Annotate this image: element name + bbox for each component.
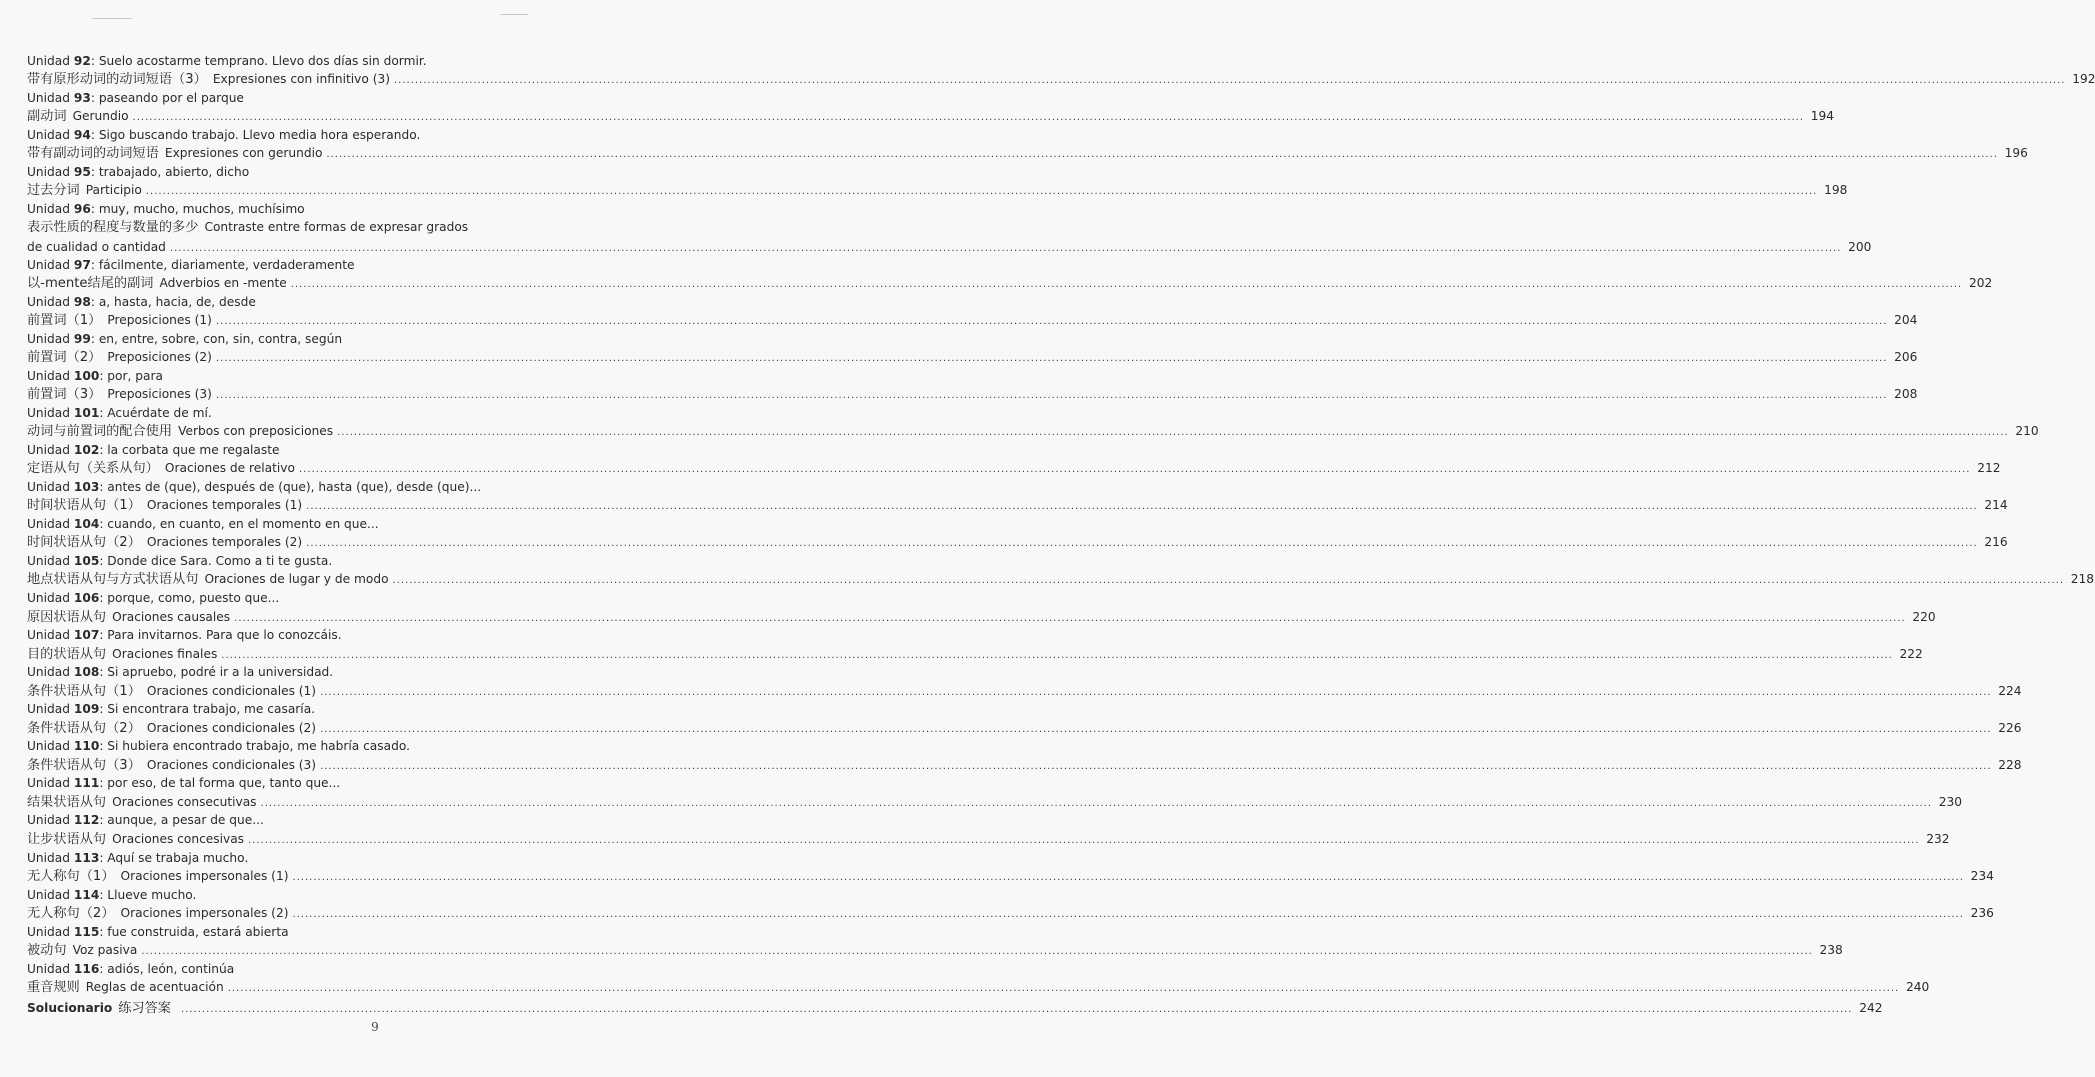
chinese-title: 带有原形动词的动词短语（3） bbox=[27, 72, 207, 88]
unit-colon: : bbox=[99, 776, 108, 791]
unit-topic: Si encontrara trabajo, me casaría. bbox=[107, 702, 316, 717]
unit-word: Unidad bbox=[27, 961, 70, 976]
page-ref: 198 bbox=[1824, 183, 1848, 198]
solutions-line bbox=[27, 999, 1883, 1019]
unit-number: 94 bbox=[73, 128, 91, 143]
unit-topic: la corbata que me regalaste bbox=[107, 443, 280, 458]
toc-entry[interactable] bbox=[27, 700, 2022, 737]
toc-entry[interactable] bbox=[27, 811, 1950, 848]
dot-leader: ................................................................................................................................................................................................................................................................................................................................................................................................................ bbox=[290, 279, 1963, 291]
unit-title-line bbox=[27, 311, 1918, 331]
toc-entry[interactable] bbox=[27, 163, 1848, 200]
unit-heading bbox=[27, 886, 567, 904]
spanish-title: Oraciones de relativo bbox=[164, 461, 295, 476]
dot-leader: ................................................................................................................................................................................................................................................................................................................................................................................................................ bbox=[215, 390, 1888, 402]
spanish-title: Preposiciones (3) bbox=[107, 387, 212, 402]
dot-leader: ................................................................................................................................................................................................................................................................................................................................................................................................................ bbox=[320, 760, 1992, 772]
page-ref: 210 bbox=[2015, 424, 2039, 439]
unit-word: Unidad bbox=[27, 91, 70, 106]
dot-leader: ................................................................................................................................................................................................................................................................................................................................................................................................................ bbox=[392, 575, 2065, 587]
unit-heading bbox=[27, 849, 567, 867]
dot-leader: ................................................................................................................................................................................................................................................................................................................................................................................................................ bbox=[221, 649, 1893, 661]
chinese-title: 结果状语从句 bbox=[27, 794, 107, 810]
chinese-title: 被动句 bbox=[27, 942, 67, 958]
unit-topic: por eso, de tal forma que, tanto que... bbox=[107, 776, 341, 791]
unit-colon: : bbox=[90, 165, 99, 180]
unit-number: 98 bbox=[73, 294, 91, 309]
chinese-title: 让步状语从句 bbox=[27, 831, 107, 847]
unit-number: 116 bbox=[73, 961, 100, 976]
unit-colon: : bbox=[99, 665, 108, 680]
unit-title-line bbox=[27, 645, 1923, 665]
page-ref: 196 bbox=[2004, 146, 2028, 161]
unit-heading bbox=[27, 367, 567, 385]
unit-topic: Aquí se trabaja mucho. bbox=[107, 850, 249, 865]
unit-heading bbox=[27, 626, 567, 644]
dot-leader: ................................................................................................................................................................................................................................................................................................................................................................................................................ bbox=[292, 871, 1964, 883]
unit-topic: paseando por el parque bbox=[98, 91, 244, 106]
unit-colon: : bbox=[99, 554, 108, 569]
solutions-chinese: 练习答案 bbox=[118, 1000, 171, 1016]
chinese-title: 副动词 bbox=[27, 109, 67, 125]
unit-topic: Llueve mucho. bbox=[107, 887, 197, 902]
toc-entry-solutions[interactable] bbox=[27, 999, 1883, 1019]
page-ref: 232 bbox=[1926, 831, 1950, 846]
unit-number: 93 bbox=[73, 91, 91, 106]
spanish-title: Gerundio bbox=[72, 109, 129, 124]
unit-number: 115 bbox=[73, 924, 100, 939]
spanish-title: Participio bbox=[85, 183, 142, 198]
unit-heading bbox=[27, 163, 567, 181]
dot-leader: ................................................................................................................................................................................................................................................................................................................................................................................................................ bbox=[320, 686, 1992, 698]
unit-heading bbox=[27, 811, 567, 829]
page-ref: 208 bbox=[1894, 387, 1918, 402]
page-ref: 228 bbox=[1998, 757, 2022, 772]
unit-title-line bbox=[27, 218, 567, 237]
unit-colon: : bbox=[99, 924, 108, 939]
unit-heading bbox=[27, 737, 567, 755]
unit-heading bbox=[27, 663, 567, 681]
unit-number: 108 bbox=[73, 665, 100, 680]
unit-colon: : bbox=[90, 257, 99, 272]
dot-leader: ................................................................................................................................................................................................................................................................................................................................................................................................................ bbox=[306, 501, 1978, 513]
toc-entry[interactable] bbox=[27, 774, 1963, 811]
toc-entry[interactable] bbox=[27, 89, 1835, 126]
page-ref: 236 bbox=[1970, 905, 1994, 920]
toc-entry[interactable] bbox=[27, 515, 2008, 552]
page-ref: 202 bbox=[1968, 276, 1993, 291]
unit-topic: aunque, a pesar de que... bbox=[107, 813, 264, 828]
unit-colon: : bbox=[90, 294, 99, 309]
dot-leader: ................................................................................................................................................................................................................................................................................................................................................................................................................ bbox=[298, 464, 1971, 476]
spanish-title: Contraste entre formas de expresar grados bbox=[204, 220, 469, 235]
page-ref: 242 bbox=[1859, 1000, 1883, 1015]
dot-leader: ................................................................................................................................................................................................................................................................................................................................................................................................................ bbox=[145, 186, 1818, 198]
dot-leader: ................................................................................................................................................................................................................................................................................................................................................................................................................ bbox=[248, 834, 1920, 846]
unit-topic: antes de (que), después de (que), hasta (que), desde (que)... bbox=[107, 480, 482, 495]
unit-word: Unidad bbox=[27, 368, 70, 383]
toc-entry[interactable] bbox=[27, 552, 2095, 589]
unit-number: 96 bbox=[73, 202, 91, 217]
unit-colon: : bbox=[90, 202, 99, 217]
unit-word: Unidad bbox=[27, 813, 70, 828]
unit-title-line bbox=[27, 144, 2028, 164]
unit-heading bbox=[27, 700, 567, 718]
unit-number: 106 bbox=[73, 591, 100, 606]
unit-title-line bbox=[27, 830, 1950, 850]
toc-entry[interactable] bbox=[27, 126, 2028, 163]
spanish-title: Preposiciones (1) bbox=[107, 313, 212, 328]
dot-leader: ................................................................................................................................................................................................................................................................................................................................................................................................................ bbox=[181, 1003, 1853, 1015]
spanish-title: Oraciones concesivas bbox=[112, 831, 245, 846]
toc-entry[interactable] bbox=[27, 200, 1872, 256]
unit-title-line bbox=[27, 608, 1936, 628]
unit-title-line bbox=[27, 107, 1835, 127]
unit-topic: Sigo buscando trabajo. Llevo media hora esperando. bbox=[98, 128, 421, 143]
page-ref: 192 bbox=[2072, 72, 2095, 87]
unit-title-line bbox=[27, 274, 1993, 294]
dot-leader: ................................................................................................................................................................................................................................................................................................................................................................................................................ bbox=[169, 242, 1842, 254]
spanish-title: Adverbios en -mente bbox=[159, 276, 287, 291]
unit-number: 102 bbox=[73, 443, 100, 458]
unit-heading bbox=[27, 126, 567, 144]
unit-heading bbox=[27, 774, 567, 792]
unit-number: 105 bbox=[73, 554, 100, 569]
toc-entry[interactable] bbox=[27, 441, 2001, 478]
unit-word: Unidad bbox=[27, 665, 70, 680]
unit-colon: : bbox=[99, 628, 108, 643]
page-ref: 230 bbox=[1938, 794, 1963, 809]
unit-title-line bbox=[27, 348, 1918, 368]
unit-colon: : bbox=[99, 443, 108, 458]
toc-entry[interactable] bbox=[27, 367, 1918, 404]
unit-heading bbox=[27, 293, 567, 311]
unit-topic: por, para bbox=[107, 368, 163, 383]
unit-colon: : bbox=[99, 480, 108, 495]
unit-word: Unidad bbox=[27, 405, 70, 420]
unit-heading bbox=[27, 89, 567, 107]
unit-title-line bbox=[27, 793, 1963, 813]
dot-leader: ................................................................................................................................................................................................................................................................................................................................................................................................................ bbox=[141, 945, 1813, 957]
spanish-title: Oraciones de lugar y de modo bbox=[204, 572, 389, 587]
page-ref: 226 bbox=[1998, 720, 2022, 735]
toc-entry[interactable] bbox=[27, 404, 2039, 441]
chinese-title: 原因状语从句 bbox=[27, 609, 107, 625]
page-ref: 206 bbox=[1894, 350, 1918, 365]
toc-entry[interactable] bbox=[27, 256, 1993, 293]
unit-topic: Si apruebo, podré ir a la universidad. bbox=[107, 665, 334, 680]
chinese-title: 无人称句（2） bbox=[27, 905, 115, 921]
spanish-title: Oraciones temporales (2) bbox=[146, 535, 303, 550]
page-ref: 224 bbox=[1998, 683, 2022, 698]
chinese-title: 条件状语从句（1） bbox=[27, 683, 141, 699]
unit-number: 111 bbox=[73, 776, 100, 791]
unit-title-line bbox=[27, 719, 2022, 739]
unit-title-line bbox=[27, 70, 2095, 90]
unit-topic: fácilmente, diariamente, verdaderamente bbox=[98, 257, 355, 272]
spanish-title: Oraciones condicionales (1) bbox=[146, 683, 317, 698]
unit-topic: porque, como, puesto que... bbox=[107, 591, 280, 606]
unit-colon: : bbox=[99, 405, 108, 420]
toc-entry[interactable] bbox=[27, 886, 1994, 923]
unit-word: Unidad bbox=[27, 480, 70, 495]
dot-leader: ................................................................................................................................................................................................................................................................................................................................................................................................................ bbox=[306, 538, 1978, 550]
unit-colon: : bbox=[99, 368, 108, 383]
unit-topic: Suelo acostarme temprano. Llevo dos días sin dormir. bbox=[98, 54, 427, 68]
spanish-title: Oraciones impersonales (1) bbox=[120, 868, 289, 883]
spanish-title: Oraciones consecutivas bbox=[112, 794, 257, 809]
unit-title-line bbox=[27, 904, 1994, 924]
chinese-title: 以-mente结尾的副词 bbox=[27, 276, 154, 292]
unit-title-line bbox=[27, 385, 1918, 405]
unit-heading bbox=[27, 515, 567, 533]
unit-colon: : bbox=[90, 128, 99, 143]
unit-number: 103 bbox=[73, 480, 100, 495]
unit-title-line bbox=[27, 867, 1994, 887]
unit-word: Unidad bbox=[27, 165, 70, 180]
unit-word: Unidad bbox=[27, 591, 70, 606]
chinese-title: 表示性质的程度与数量的多少 bbox=[27, 220, 199, 236]
unit-heading bbox=[27, 200, 567, 218]
chinese-title: 重音规则 bbox=[27, 979, 80, 995]
chinese-title: 定语从句（关系从句） bbox=[27, 461, 159, 477]
unit-number: 97 bbox=[73, 257, 91, 272]
solutions-label: Solucionario bbox=[27, 1000, 113, 1015]
unit-word: Unidad bbox=[27, 887, 70, 902]
page-ref: 194 bbox=[1810, 109, 1835, 124]
dot-leader: ................................................................................................................................................................................................................................................................................................................................................................................................................ bbox=[215, 316, 1888, 328]
dot-leader: ................................................................................................................................................................................................................................................................................................................................................................................................................ bbox=[260, 797, 1933, 809]
spanish-title: Oraciones causales bbox=[112, 609, 231, 624]
unit-word: Unidad bbox=[27, 924, 70, 939]
unit-colon: : bbox=[99, 591, 108, 606]
spanish-title: Oraciones finales bbox=[112, 646, 218, 661]
toc-entry[interactable] bbox=[27, 52, 2095, 89]
unit-title-line bbox=[27, 496, 2008, 516]
unit-word: Unidad bbox=[27, 331, 70, 346]
unit-colon: : bbox=[99, 517, 108, 532]
dot-leader: ................................................................................................................................................................................................................................................................................................................................................................................................................ bbox=[337, 427, 2009, 439]
unit-heading bbox=[27, 923, 567, 941]
unit-topic: trabajado, abierto, dicho bbox=[98, 165, 250, 180]
toc-entry[interactable] bbox=[27, 849, 1994, 886]
unit-number: 99 bbox=[73, 331, 91, 346]
spanish-title: Expresiones con infinitivo (3) bbox=[212, 72, 390, 87]
unit-topic: Donde dice Sara. Como a ti te gusta. bbox=[107, 554, 333, 569]
unit-word: Unidad bbox=[27, 628, 70, 643]
page-ref: 240 bbox=[1905, 979, 1930, 994]
unit-colon: : bbox=[99, 702, 108, 717]
unit-number: 95 bbox=[73, 165, 91, 180]
spanish-title: Voz pasiva bbox=[72, 942, 138, 957]
unit-title-line bbox=[27, 941, 1843, 961]
unit-word: Unidad bbox=[27, 54, 70, 68]
unit-word: Unidad bbox=[27, 294, 70, 309]
spanish-title: Oraciones temporales (1) bbox=[146, 498, 303, 513]
chinese-title: 条件状语从句（3） bbox=[27, 757, 141, 773]
dot-leader: ................................................................................................................................................................................................................................................................................................................................................................................................................ bbox=[326, 149, 1998, 161]
unit-topic: Para invitarnos. Para que lo conozcáis. bbox=[107, 628, 342, 643]
unit-title-line bbox=[27, 570, 2095, 590]
unit-topic: fue construida, estará abierta bbox=[107, 924, 289, 939]
page-ref: 220 bbox=[1912, 609, 1936, 624]
unit-heading bbox=[27, 552, 567, 570]
table-of-contents bbox=[27, 52, 2095, 1019]
unit-title-line bbox=[27, 756, 2022, 776]
unit-topic: cuando, en cuanto, en el momento en que... bbox=[107, 517, 379, 532]
chinese-title: 时间状语从句（2） bbox=[27, 535, 141, 551]
dot-leader: ................................................................................................................................................................................................................................................................................................................................................................................................................ bbox=[393, 75, 2066, 87]
toc-entry[interactable] bbox=[27, 330, 1918, 367]
toc-entry[interactable] bbox=[27, 589, 1936, 626]
spanish-title: Oraciones condicionales (3) bbox=[146, 757, 317, 772]
chinese-title: 过去分词 bbox=[27, 183, 80, 199]
chinese-title: 时间状语从句（1） bbox=[27, 498, 141, 514]
unit-word: Unidad bbox=[27, 128, 70, 143]
spanish-title-continued: de cualidad o cantidad bbox=[27, 239, 166, 254]
page-ref: 216 bbox=[1984, 535, 2008, 550]
unit-word: Unidad bbox=[27, 702, 70, 717]
toc-entry[interactable] bbox=[27, 626, 1923, 663]
page-ref: 204 bbox=[1894, 313, 1918, 328]
unit-topic: a, hasta, hacia, de, desde bbox=[98, 294, 256, 309]
unit-word: Unidad bbox=[27, 202, 70, 217]
unit-number: 104 bbox=[73, 517, 100, 532]
page-ref: 238 bbox=[1819, 942, 1843, 957]
chinese-title: 地点状语从句与方式状语从句 bbox=[27, 572, 199, 588]
unit-colon: : bbox=[99, 961, 108, 976]
toc-entry[interactable] bbox=[27, 478, 2008, 515]
unit-colon: : bbox=[99, 887, 108, 902]
unit-heading bbox=[27, 256, 567, 274]
dot-leader: ................................................................................................................................................................................................................................................................................................................................................................................................................ bbox=[227, 982, 1900, 994]
page-ref: 222 bbox=[1899, 646, 1923, 661]
dot-leader: ................................................................................................................................................................................................................................................................................................................................................................................................................ bbox=[215, 353, 1888, 365]
chinese-title: 目的状语从句 bbox=[27, 646, 107, 662]
page-number: 9 bbox=[371, 1020, 379, 1034]
unit-word: Unidad bbox=[27, 257, 70, 272]
chinese-title: 无人称句（1） bbox=[27, 868, 115, 884]
toc-entry[interactable] bbox=[27, 923, 1843, 960]
toc-entry[interactable] bbox=[27, 737, 2022, 774]
dot-leader: ................................................................................................................................................................................................................................................................................................................................................................................................................ bbox=[320, 723, 1992, 735]
unit-colon: : bbox=[99, 813, 108, 828]
spanish-title: Oraciones impersonales (2) bbox=[120, 905, 289, 920]
chinese-title: 前置词（2） bbox=[27, 350, 102, 366]
unit-number: 100 bbox=[73, 368, 100, 383]
unit-colon: : bbox=[99, 739, 108, 754]
chinese-title: 前置词（1） bbox=[27, 313, 102, 329]
unit-title-line bbox=[27, 422, 2039, 442]
unit-word: Unidad bbox=[27, 776, 70, 791]
unit-number: 110 bbox=[73, 739, 100, 754]
unit-heading bbox=[27, 404, 567, 422]
dot-leader: ................................................................................................................................................................................................................................................................................................................................................................................................................ bbox=[132, 112, 1805, 124]
unit-colon: : bbox=[90, 54, 99, 68]
unit-topic: Si hubiera encontrado trabajo, me habría casado. bbox=[107, 739, 410, 754]
toc-entry[interactable] bbox=[27, 293, 1918, 330]
unit-title-line bbox=[27, 181, 1848, 201]
unit-number: 113 bbox=[73, 850, 100, 865]
unit-title-line bbox=[27, 533, 2008, 553]
unit-number: 92 bbox=[73, 54, 91, 68]
unit-title-line bbox=[27, 978, 1930, 998]
spanish-title: Oraciones condicionales (2) bbox=[146, 720, 317, 735]
unit-title-line bbox=[27, 682, 2022, 702]
page-ref: 200 bbox=[1848, 239, 1872, 254]
unit-word: Unidad bbox=[27, 739, 70, 754]
spanish-title: Verbos con preposiciones bbox=[178, 424, 334, 439]
unit-number: 114 bbox=[73, 887, 100, 902]
page-ref: 218 bbox=[2070, 572, 2095, 587]
page-ref: 214 bbox=[1984, 498, 2008, 513]
spanish-title: Preposiciones (2) bbox=[107, 350, 212, 365]
unit-topic: muy, mucho, muchos, muchísimo bbox=[98, 202, 305, 217]
unit-colon: : bbox=[99, 850, 108, 865]
unit-heading bbox=[27, 589, 567, 607]
unit-colon: : bbox=[90, 331, 99, 346]
chinese-title: 动词与前置词的配合使用 bbox=[27, 424, 173, 440]
unit-colon: : bbox=[90, 91, 99, 106]
spanish-title: Reglas de acentuación bbox=[85, 979, 224, 994]
unit-word: Unidad bbox=[27, 443, 70, 458]
unit-heading bbox=[27, 330, 567, 348]
page-ref: 234 bbox=[1970, 868, 1994, 883]
unit-heading bbox=[27, 441, 567, 459]
chinese-title: 前置词（3） bbox=[27, 387, 102, 403]
unit-number: 109 bbox=[73, 702, 100, 717]
unit-word: Unidad bbox=[27, 850, 70, 865]
spanish-title: Expresiones con gerundio bbox=[164, 146, 323, 161]
unit-topic: adiós, león, continúa bbox=[107, 961, 235, 976]
toc-entry[interactable] bbox=[27, 960, 1930, 997]
chinese-title: 条件状语从句（2） bbox=[27, 720, 141, 736]
toc-entry[interactable] bbox=[27, 663, 2022, 700]
dot-leader: ................................................................................................................................................................................................................................................................................................................................................................................................................ bbox=[234, 612, 1906, 624]
unit-heading bbox=[27, 478, 567, 496]
chinese-title: 带有副动词的动词短语 bbox=[27, 146, 159, 162]
unit-number: 107 bbox=[73, 628, 100, 643]
unit-title-line bbox=[27, 459, 2001, 479]
unit-topic: Acuérdate de mí. bbox=[107, 405, 212, 420]
unit-topic: en, entre, sobre, con, sin, contra, según bbox=[98, 331, 343, 346]
page-ref: 212 bbox=[1977, 461, 2001, 476]
unit-word: Unidad bbox=[27, 517, 70, 532]
unit-number: 112 bbox=[73, 813, 100, 828]
unit-word: Unidad bbox=[27, 554, 70, 569]
unit-heading bbox=[27, 52, 567, 70]
unit-number: 101 bbox=[73, 405, 100, 420]
unit-heading bbox=[27, 960, 567, 978]
dot-leader: ................................................................................................................................................................................................................................................................................................................................................................................................................ bbox=[292, 908, 1964, 920]
